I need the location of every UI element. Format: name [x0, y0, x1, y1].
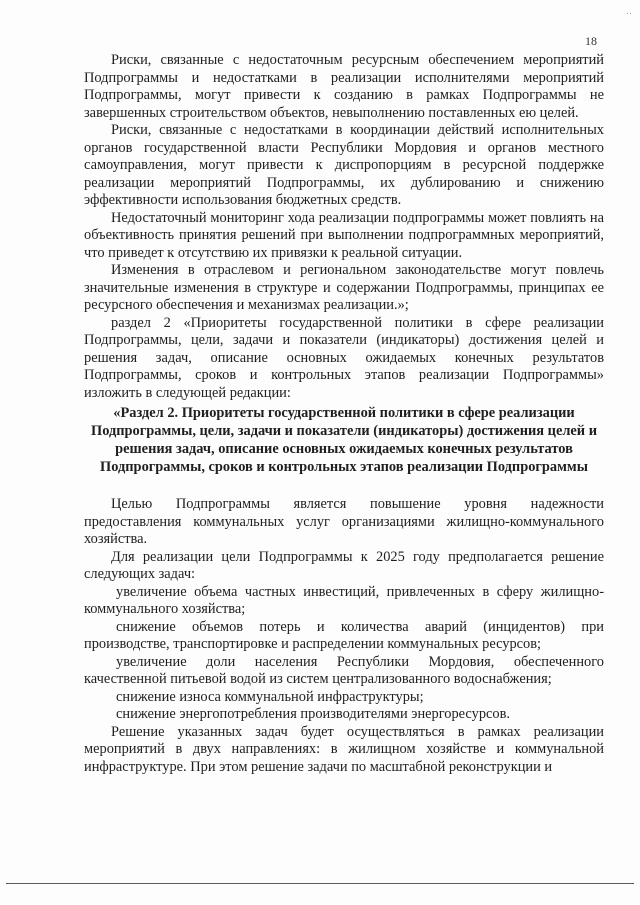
paragraph-implementation: Решение указанных задач будет осуществляться в рамках реализации мероприятий в двух направлениях: в жилищном хозяйстве и коммунальной инфраструктуре. При этом решение задачи по масштабной реконструкции и [84, 723, 604, 775]
section-heading: «Раздел 2. Приоритеты государственной политики в сфере реализации Подпрограммы, цели, задачи и показатели (индикаторы) достижения целей и решения задач, описание основных ожидаемых конечных результатов Подпрограммы, сроков и контрольных этапов реализации Подпрограммы [91, 405, 597, 475]
paragraph-monitoring: Недостаточный мониторинг хода реализации подпрограммы может повлиять на объективность принятия решений при выполнении подпрограммных мероприятий, что приведет к отсутствию их привязки к реальной ситуации. [84, 209, 604, 261]
paragraph-risk-resources: Риски, связанные с недостаточным ресурсным обеспечением мероприятий Подпрограммы и недостатками в реализации исполнителями мероприятий Подпрограммы, могут привести к созданию в рамках Подпрограммы не завершенных строительством объектов, невыполнению поставленных ею целей. [84, 52, 604, 121]
corner-scan-mark: ‥ [626, 6, 634, 16]
section-spacer [84, 476, 604, 496]
task-item: увеличение объема частных инвестиций, привлеченных в сферу жилищно-коммунального хозяйства; [84, 583, 604, 617]
task-item: снижение износа коммунальной инфраструктуры; [116, 688, 424, 705]
paragraph-risk-coordination: Риски, связанные с недостатками в координации действий исполнительных органов государственной власти Республики Мордовия и органов местного самоуправления, могут привести к диспропорциям в ресурсной поддержке реализации мероприятий Подпрограммы, их дублированию и снижению эффективности использования бюджетных средств. [84, 122, 604, 208]
paragraph-tasks-intro: Для реализации цели Подпрограммы к 2025 году предполагается решение следующих задач: [84, 548, 604, 582]
task-item: снижение объемов потерь и количества аварий (инцидентов) при производстве, транспортировке и распределении коммунальных ресурсов; [84, 618, 604, 652]
paragraph-goal: Целью Подпрограммы является повышение уровня надежности предоставления коммунальных услуг организациями жилищно-коммунального хозяйства. [84, 496, 604, 547]
task-item: снижение энергопотребления производителями энергоресурсов. [116, 706, 510, 722]
task-item: увеличение доли населения Республики Мордовия, обеспеченного качественной питьевой водой из систем централизованного водоснабжения; [84, 653, 604, 687]
page-number: 18 [585, 34, 597, 48]
document-body [84, 52, 604, 776]
paragraph-legislation: Изменения в отраслевом и региональном законодательстве могут повлечь значительные изменения в структуре и содержании Подпрограммы, принципах ее ресурсного обеспечения и механизмах реализации.»; [84, 262, 604, 313]
paragraph-section-2-amendment: раздел 2 «Приоритеты государственной политики в сфере реализации Подпрограммы, цели, задачи и показатели (индикаторы) достижения целей и решения задач, описание основных ожидаемых конечных результатов Подпрограммы, сроков и контрольных этапов реализации Подпрограммы» изложить в следующей редакции: [84, 314, 604, 401]
bottom-scan-line [6, 883, 634, 884]
